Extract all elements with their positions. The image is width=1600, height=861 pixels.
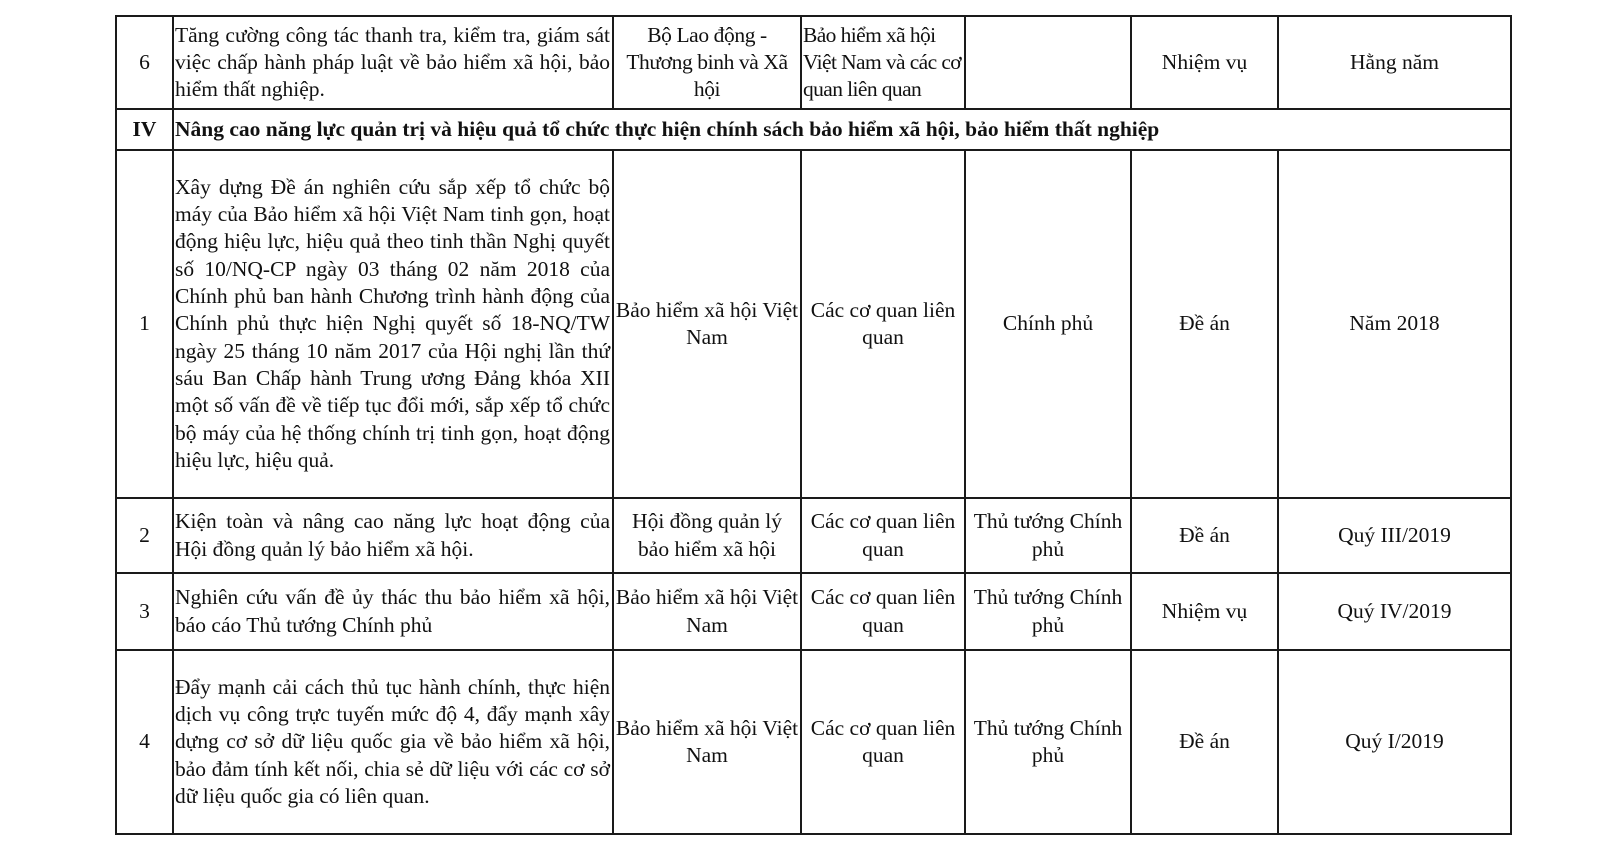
task-table	[115, 15, 1512, 835]
deadline: Năm 2018	[1278, 150, 1511, 498]
deadline: Hằng năm	[1278, 16, 1511, 109]
table-row	[116, 650, 1511, 834]
deadline: Quý I/2019	[1278, 650, 1511, 834]
table-row	[116, 498, 1511, 573]
task-content: Nghiên cứu vấn đề ủy thác thu bảo hiểm xã hội, báo cáo Thủ tướng Chính phủ	[173, 573, 613, 650]
lead-agency: Hội đồng quản lý bảo hiểm xã hội	[613, 498, 801, 573]
coordinating-agency: Các cơ quan liên quan	[801, 573, 965, 650]
table-row	[116, 16, 1511, 109]
submit-to	[965, 16, 1131, 109]
coordinating-agency: Các cơ quan liên quan	[801, 150, 965, 498]
submit-to: Chính phủ	[965, 150, 1131, 498]
product: Nhiệm vụ	[1131, 16, 1278, 109]
section-title: Nâng cao năng lực quản trị và hiệu quả tổ chức thực hiện chính sách bảo hiểm xã hội, bảo hiểm thất nghiệp	[173, 109, 1511, 150]
coordinating-agency: Các cơ quan liên quan	[801, 650, 965, 834]
coordinating-agency: Bảo hiểm xã hội Việt Nam và các cơ quan liên quan	[801, 16, 965, 109]
task-content: Kiện toàn và nâng cao năng lực hoạt động của Hội đồng quản lý bảo hiểm xã hội.	[173, 498, 613, 573]
product: Đề án	[1131, 150, 1278, 498]
section-number: IV	[116, 109, 173, 150]
lead-agency: Bảo hiểm xã hội Việt Nam	[613, 150, 801, 498]
coordinating-agency: Các cơ quan liên quan	[801, 498, 965, 573]
submit-to: Thủ tướng Chính phủ	[965, 498, 1131, 573]
row-number: 6	[116, 16, 173, 109]
lead-agency: Bộ Lao động - Thương binh và Xã hội	[613, 16, 801, 109]
deadline: Quý III/2019	[1278, 498, 1511, 573]
row-number: 3	[116, 573, 173, 650]
lead-agency: Bảo hiểm xã hội Việt Nam	[613, 650, 801, 834]
row-number: 2	[116, 498, 173, 573]
product: Đề án	[1131, 498, 1278, 573]
table-row	[116, 150, 1511, 498]
row-number: 4	[116, 650, 173, 834]
task-content: Xây dựng Đề án nghiên cứu sắp xếp tổ chức bộ máy của Bảo hiểm xã hội Việt Nam tinh gọn, hoạt động hiệu lực, hiệu quả theo tinh thần Nghị quyết số 10/NQ-CP ngày 03 tháng 02 năm 2018 của Chính phủ ban hành Chương trình hành động của Chính phủ thực hiện Nghị quyết số 18-NQ/TW ngày 25 tháng 10 năm 2017 của Hội nghị lần thứ sáu Ban Chấp hành Trung ương Đảng khóa XII một số vấn đề về tiếp tục đổi mới, sắp xếp tổ chức bộ máy của hệ thống chính trị tinh gọn, hoạt động hiệu lực, hiệu quả.	[173, 150, 613, 498]
table-row	[116, 573, 1511, 650]
row-number: 1	[116, 150, 173, 498]
submit-to: Thủ tướng Chính phủ	[965, 650, 1131, 834]
submit-to: Thủ tướng Chính phủ	[965, 573, 1131, 650]
deadline: Quý IV/2019	[1278, 573, 1511, 650]
lead-agency: Bảo hiểm xã hội Việt Nam	[613, 573, 801, 650]
section-row	[116, 109, 1511, 150]
product: Đề án	[1131, 650, 1278, 834]
product: Nhiệm vụ	[1131, 573, 1278, 650]
task-content: Tăng cường công tác thanh tra, kiểm tra, giám sát việc chấp hành pháp luật về bảo hiểm xã hội, bảo hiểm thất nghiệp.	[173, 16, 613, 109]
task-content: Đẩy mạnh cải cách thủ tục hành chính, thực hiện dịch vụ công trực tuyến mức độ 4, đẩy mạnh xây dựng cơ sở dữ liệu quốc gia về bảo hiểm xã hội, bảo đảm tính kết nối, chia sẻ dữ liệu với các cơ sở dữ liệu quốc gia có liên quan.	[173, 650, 613, 834]
